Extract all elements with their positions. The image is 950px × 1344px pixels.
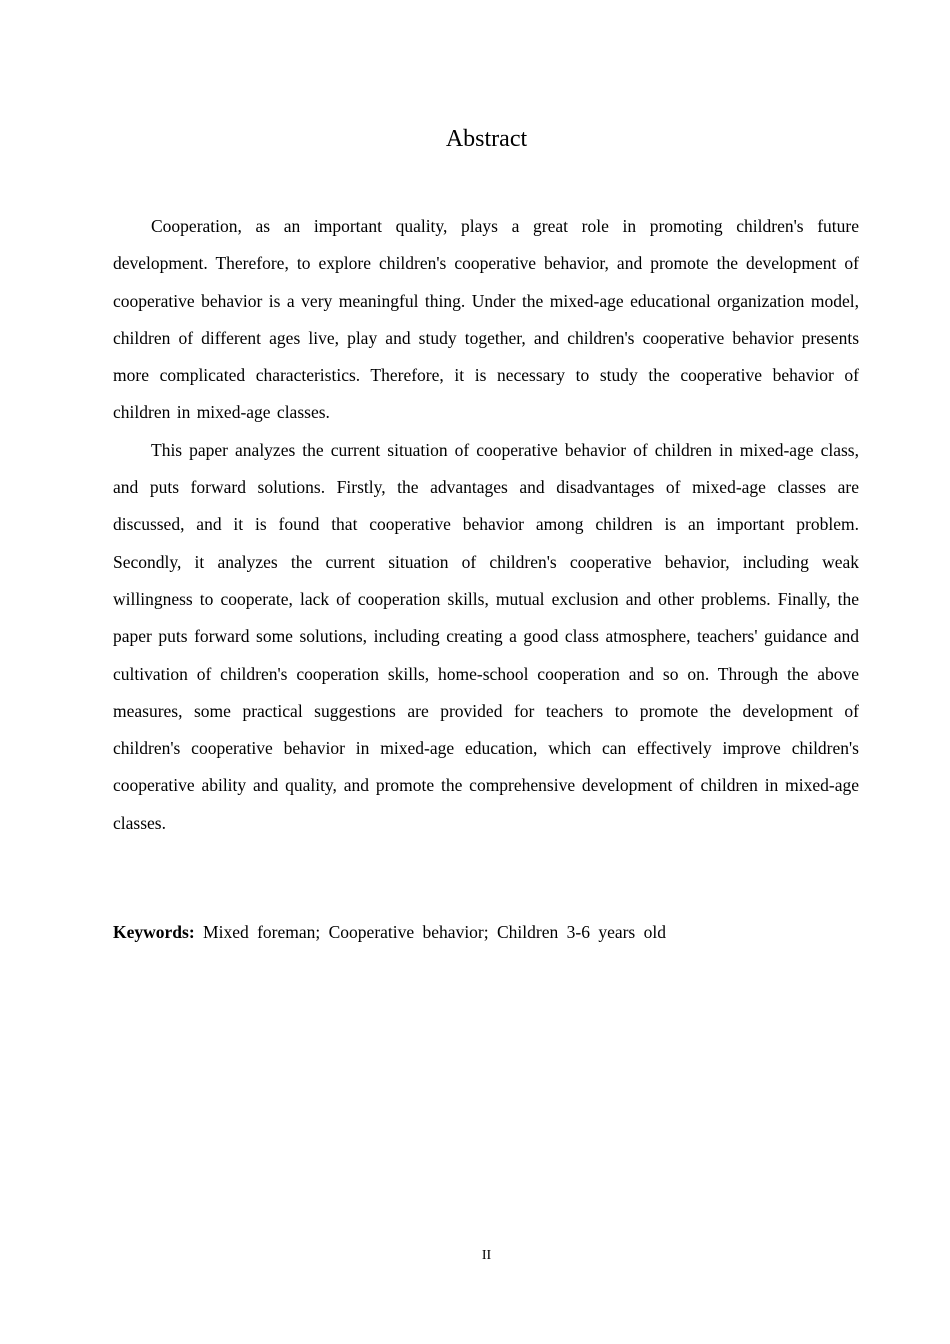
- abstract-title: Abstract: [445, 126, 528, 152]
- keywords-line: [113, 916, 859, 948]
- abstract-paragraph-2: This paper analyzes the current situation of cooperative behavior of children in mixed-age class, and puts forward solutions. Firstly, the advantages and disadvantages of mixed-age classes are discussed, and it is found that cooperative behavior among children is an important problem. Secondly, it analyzes the current situation of children's cooperative behavior, including weak willingness to cooperate, lack of cooperation skills, mutual exclusion and other problems. Finally, the paper puts forward some solutions, including creating a good class atmosphere, teachers' guidance and cultivation of children's cooperation skills, home-school cooperation and so on. Through the above measures, some practical suggestions are provided for teachers to promote the development of children's cooperative behavior in mixed-age education, which can effectively improve children's cooperative ability and quality, and promote the comprehensive development of children in mixed-age classes.: [113, 439, 859, 833]
- keywords-text: Mixed foreman; Cooperative behavior; Children 3-6 years old: [203, 922, 666, 942]
- abstract-paragraph-1: Cooperation, as an important quality, plays a great role in promoting children's future development. Therefore, to explore children's cooperative behavior, and promote the development of cooperative behavior is a very meaningful thing. Under the mixed-age educational organization model, children of different ages live, play and study together, and children's cooperative behavior presents more complicated characteristics. Therefore, it is necessary to study the cooperative behavior of children in mixed-age classes.: [113, 216, 859, 423]
- page-number: II: [481, 1248, 492, 1263]
- keywords-label: Keywords:: [113, 922, 195, 942]
- abstract-body: [113, 208, 859, 842]
